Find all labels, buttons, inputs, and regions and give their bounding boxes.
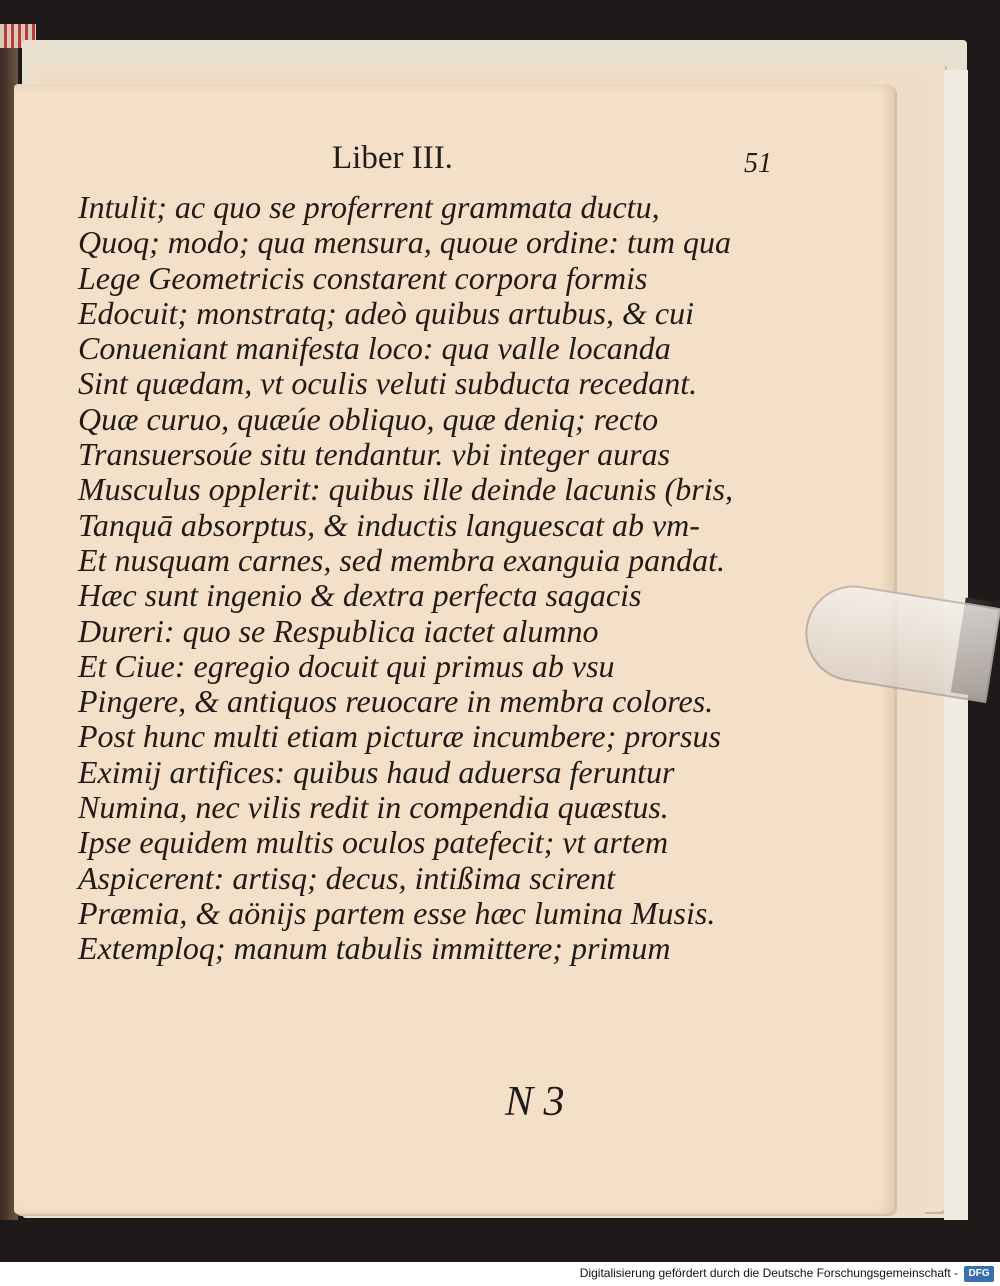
verse-text-block [78, 190, 798, 967]
verse-line: Numina, nec vilis redit in compendia quæstus. [78, 789, 669, 826]
verse-line: Quoq; modo; qua mensura, quoue ordine: tum qua [78, 224, 731, 261]
verse-line: Pingere, & antiquos reuocare in membra colores. [78, 683, 714, 720]
verse-line: Ipse equidem multis oculos patefecit; vt artem [78, 824, 669, 861]
verse-line: Intulit; ac quo se proferrent grammata ductu, [78, 189, 660, 225]
verse-line: Præmia, & aönijs partem esse hæc lumina Musis. [78, 894, 716, 931]
show-through-text-top [60, 32, 940, 62]
running-title: Liber III. [332, 140, 453, 176]
dfg-logo-icon: DFG [964, 1266, 994, 1282]
verse-line: Dureri: quo se Respublica iactet alumno [78, 612, 599, 649]
page-number: 51 [744, 148, 772, 179]
verse-line: Post hunc multi etiam picturæ incumbere; prorsus [78, 718, 721, 755]
verse-line: Edocuit; monstratq; adeò quibus artubus, & cui [78, 294, 694, 331]
verse-line: Musculus opplerit: quibus ille deinde lacunis (bris, [78, 471, 734, 508]
verse-line: Sint quædam, vt oculis veluti subducta recedant. [78, 365, 698, 402]
verse-line: Hæc sunt ingenio & dextra perfecta sagacis [78, 577, 642, 614]
verse-line: Lege Geometricis constarent corpora formis [78, 259, 648, 296]
verse-line: Aspicerent: artisq; decus, intißima scirent [78, 859, 616, 896]
digitization-footer [0, 1262, 1000, 1286]
verse-line: Et Ciue: egregio docuit qui primus ab vsu [78, 647, 615, 684]
verse-line: Quæ curuo, quæúe obliquo, quæ deniq; recto [78, 400, 659, 437]
verse-line: Transuersoúe situ tendantur. vbi integer auras [78, 436, 671, 473]
verse-line: Tanquā absorptus, & inductis languescat ab vm- [78, 506, 700, 543]
verse-line: Eximij artifices: quibus haud aduersa feruntur [78, 753, 675, 790]
verse-line: Conueniant manifesta loco: qua valle locanda [78, 330, 671, 367]
signature-mark: N 3 [505, 1079, 565, 1125]
funding-credit: Digitalisierung gefördert durch die Deutsche Forschungsgemeinschaft - [579, 1266, 958, 1280]
verse-line: Extemploq; manum tabulis immittere; primum [78, 930, 671, 967]
page-header [0, 140, 1000, 190]
verse-line: Et nusquam carnes, sed membra exanguia pandat. [78, 541, 726, 578]
